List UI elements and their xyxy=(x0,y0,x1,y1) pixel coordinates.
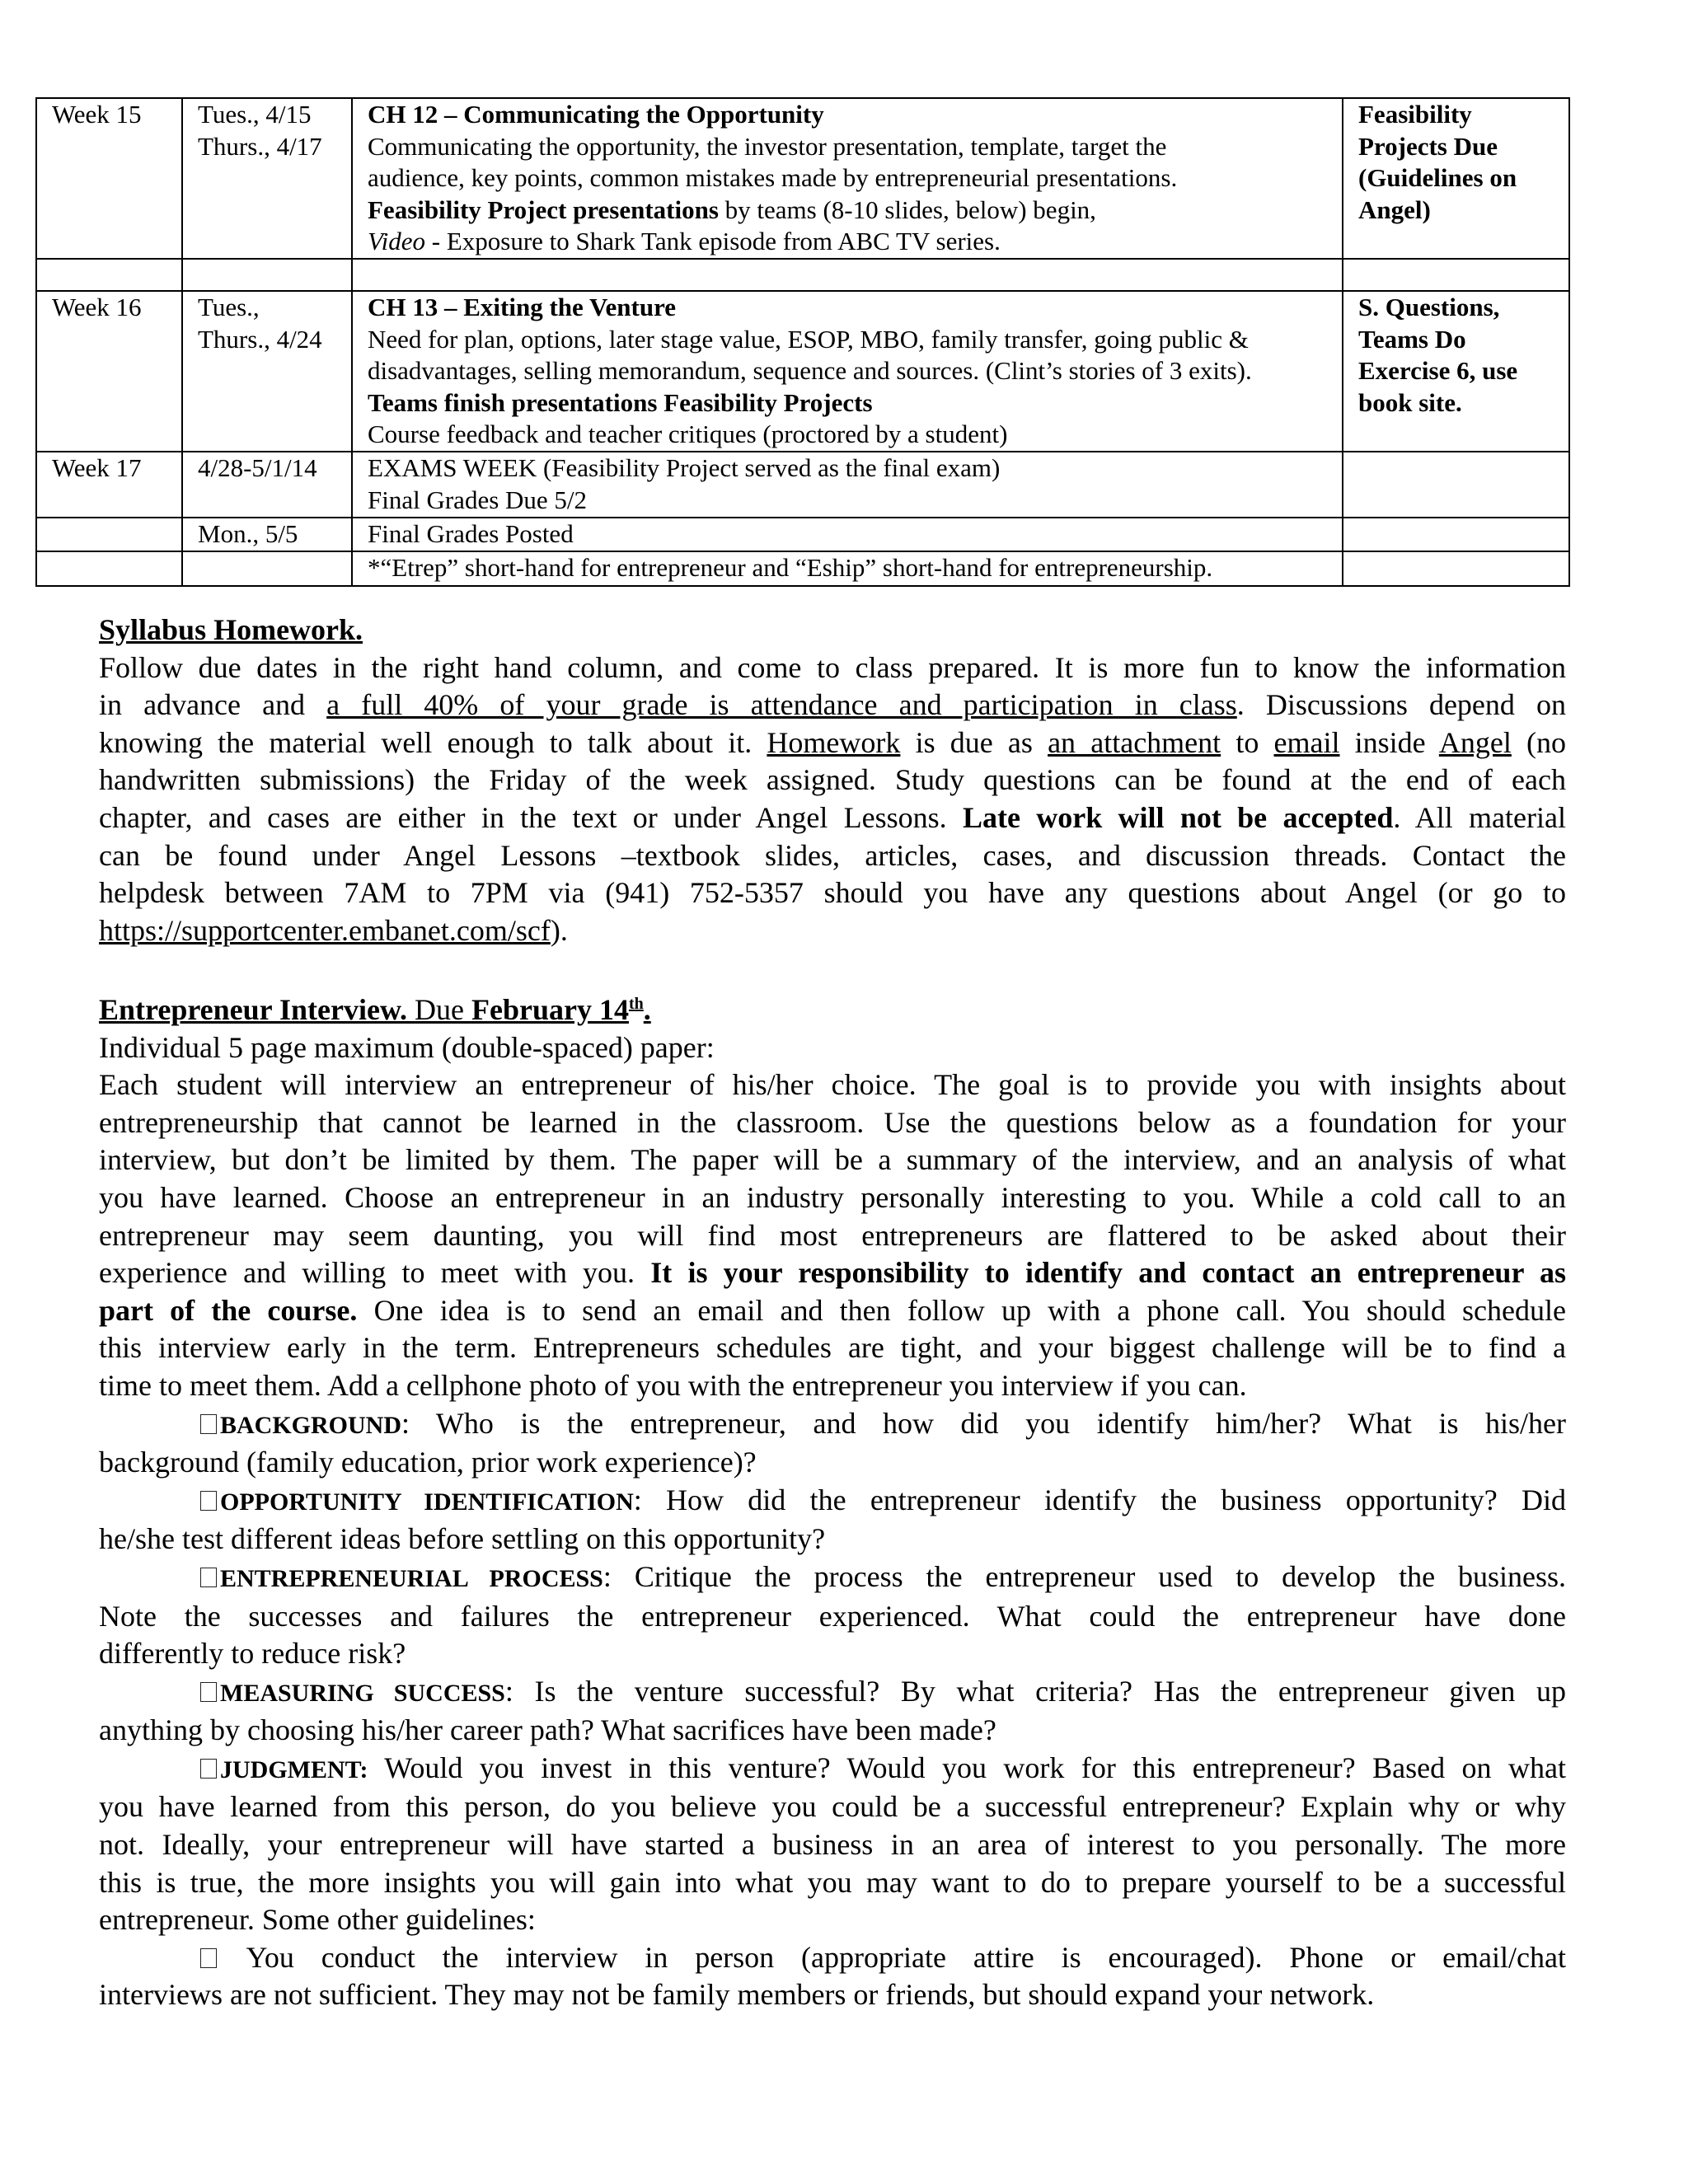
support-link[interactable]: https://supportcenter.embanet.com/scf xyxy=(99,913,551,947)
topic-line: audience, key points, common mistakes made by entrepreneurial presentations. xyxy=(368,163,1178,192)
date: Tues., 4/15 xyxy=(198,100,312,129)
date: Tues., xyxy=(198,293,260,321)
section-heading: Syllabus Homework. xyxy=(99,613,363,646)
list-item-judgment: JUDGMENT: Would you invest in this venture? Would you work for this entrepreneur? Based on what xyxy=(99,1750,1566,1789)
text-line: entrepreneur may seem daunting, you will find most entrepreneurs are flattered to be asked about their xyxy=(99,1218,1566,1252)
due-line: Exercise 6, use xyxy=(1358,356,1518,385)
due-line: book site. xyxy=(1358,387,1462,417)
due-date: February 14 xyxy=(471,993,629,1026)
late-work-note: Late work will not be accepted xyxy=(962,800,1394,834)
video-label: Video xyxy=(368,227,426,255)
due-line: (Guidelines on xyxy=(1358,163,1517,192)
list-item-success: MEASURING SUCCESS: Is the venture successful? By what criteria? Has the entrepreneur given up xyxy=(99,1673,1566,1713)
date: Mon., 5/5 xyxy=(198,519,298,548)
grade-note: a full 40% of your grade is attendance and participation in class xyxy=(326,688,1237,722)
checkbox-icon xyxy=(200,1682,217,1702)
date: Thurs., 4/17 xyxy=(198,131,322,161)
text-line: entrepreneur. Some other guidelines: xyxy=(99,1903,536,1937)
due-line: Feasibility xyxy=(1358,100,1472,129)
topic-line: Need for plan, options, later stage value, ESOP, MBO, family transfer, going public & xyxy=(368,324,1249,354)
table-row-week-16 xyxy=(36,291,1569,452)
table-row-final-grades xyxy=(36,518,1569,551)
text-line: part of the course. One idea is to send an email and then follow up with a phone call. You should schedule xyxy=(99,1293,1566,1327)
text-line: Follow due dates in the right hand column, and come to class prepared. It is more fun to know the information xyxy=(99,650,1566,684)
text-line: in advance and a full 40% of your grade is attendance and participation in class. Discussions depend on xyxy=(99,688,1566,722)
text-line: this interview early in the term. Entrepreneurs schedules are tight, and your biggest challenge will be to find a xyxy=(99,1331,1566,1365)
topic-line: Course feedback and teacher critiques (proctored by a student) xyxy=(368,419,1008,448)
checkbox-icon xyxy=(200,1759,217,1779)
checkbox-icon xyxy=(200,1948,217,1968)
text-line: chapter, and cases are either in the text or under Angel Lessons. Late work will not be accepted. All material xyxy=(99,800,1566,834)
week-label: Week 17 xyxy=(52,453,142,482)
text-line: experience and willing to meet with you. It is your responsibility to identify and contact an entrepreneur as xyxy=(99,1256,1566,1290)
checkbox-icon xyxy=(200,1414,217,1434)
topic-line: disadvantages, selling memorandum, sequence and sources. (Clint’s stories of 3 exits). xyxy=(368,356,1252,385)
schedule-table xyxy=(35,97,1570,587)
homework-section xyxy=(99,612,1566,949)
checkbox-icon xyxy=(200,1568,217,1587)
table-row-week-17 xyxy=(36,452,1569,518)
date: 4/28-5/1/14 xyxy=(198,453,317,482)
topic-line: Feasibility Project presentations by teams (8-10 slides, below) begin, xyxy=(368,194,1096,224)
topic-line: Final Grades Due 5/2 xyxy=(368,485,588,514)
text-line: interview, but don’t be limited by them. The paper will be a summary of the interview, and an analysis of what xyxy=(99,1143,1566,1177)
topic-line: EXAMS WEEK (Feasibility Project served as the final exam) xyxy=(368,453,1001,482)
text-line: interviews are not sufficient. They may not be family members or friends, but should expand your network. xyxy=(99,1978,1375,2012)
list-item-opportunity: OPPORTUNITY IDENTIFICATION: How did the entrepreneur identify the business opportunity? Did xyxy=(99,1482,1566,1521)
due-line: Angel) xyxy=(1358,194,1431,224)
topic-line: Final Grades Posted xyxy=(368,519,574,548)
interview-section xyxy=(99,991,1566,2014)
date: Thurs., 4/24 xyxy=(198,324,322,354)
text-line: this is true, the more insights you will gain into what you may want to do to prepare yourself to be a successful xyxy=(99,1865,1566,1899)
topic-line: Video - Exposure to Shark Tank episode from ABC TV series. xyxy=(368,227,1001,255)
text-line: time to meet them. Add a cellphone photo of you with the entrepreneur you interview if you can. xyxy=(99,1368,1247,1402)
text-line: not. Ideally, your entrepreneur will have started a business in an area of interest to you personally. The more xyxy=(99,1828,1566,1862)
text-line: you have learned. Choose an entrepreneur in an industry personally interesting to you. While a cold call to an xyxy=(99,1180,1566,1214)
text-line: knowing the material well enough to talk about it. Homework is due as an attachment to email inside Angel (no xyxy=(99,725,1566,759)
text-line: entrepreneurship that cannot be learned in the classroom. Use the questions below as a foundation for your xyxy=(99,1105,1566,1139)
topic-line: Communicating the opportunity, the investor presentation, template, target the xyxy=(368,131,1167,161)
topic-line: Teams finish presentations Feasibility Projects xyxy=(368,387,873,417)
table-row-footnote xyxy=(36,551,1569,586)
text-line: differently to reduce risk? xyxy=(99,1637,406,1671)
week-label: Week 15 xyxy=(52,100,142,129)
due-line: Teams Do xyxy=(1358,324,1466,354)
text-line: you have learned from this person, do you believe you could be a successful entrepreneur? Explain why or why xyxy=(99,1790,1566,1824)
text-line: can be found under Angel Lessons –textbook slides, articles, cases, and discussion threads. Contact the xyxy=(99,838,1566,872)
list-item-guideline: You conduct the interview in person (appropriate attire is encouraged). Phone or email/chat xyxy=(99,1939,1566,1977)
due-line: S. Questions, xyxy=(1358,293,1500,321)
due-line: Projects Due xyxy=(1358,131,1498,161)
text-line: Individual 5 page maximum (double-spaced) paper: xyxy=(99,1030,715,1064)
text-line: background (family education, prior work experience)? xyxy=(99,1446,757,1479)
chapter-title: CH 12 – Communicating the Opportunity xyxy=(368,100,824,129)
checkbox-icon xyxy=(200,1491,217,1511)
text-line: Note the successes and failures the entrepreneur experienced. What could the entrepreneur have done xyxy=(99,1599,1566,1633)
text-line: handwritten submissions) the Friday of the week assigned. Study questions can be found at the end of each xyxy=(99,763,1566,797)
table-row-blank xyxy=(36,259,1569,291)
list-item-process: ENTREPRENEURIAL PROCESS: Critique the process the entrepreneur used to develop the business. xyxy=(99,1558,1566,1598)
text-line: Each student will interview an entrepreneur of his/her choice. The goal is to provide you with insights about xyxy=(99,1068,1566,1102)
footnote: *“Etrep” short-hand for entrepreneur and “Eship” short-hand for entrepreneurship. xyxy=(368,553,1213,582)
list-item-background: BACKGROUND: Who is the entrepreneur, and how did you identify him/her? What is his/her xyxy=(99,1405,1566,1445)
text-line: anything by choosing his/her career path? What sacrifices have been made? xyxy=(99,1713,996,1747)
text-line: helpdesk between 7AM to 7PM via (941) 752-5357 should you have any questions about Angel (or go to xyxy=(99,876,1566,910)
chapter-title: CH 13 – Exiting the Venture xyxy=(368,293,677,321)
week-label: Week 16 xyxy=(52,293,142,321)
topic-bold: Feasibility Project presentations xyxy=(368,194,719,224)
table-row-week-15 xyxy=(36,98,1569,259)
section-heading: Entrepreneur Interview. Due February 14th. xyxy=(99,993,651,1026)
text-line: https://supportcenter.embanet.com/scf). xyxy=(99,913,568,947)
text-line: he/she test different ideas before settling on this opportunity? xyxy=(99,1522,826,1556)
